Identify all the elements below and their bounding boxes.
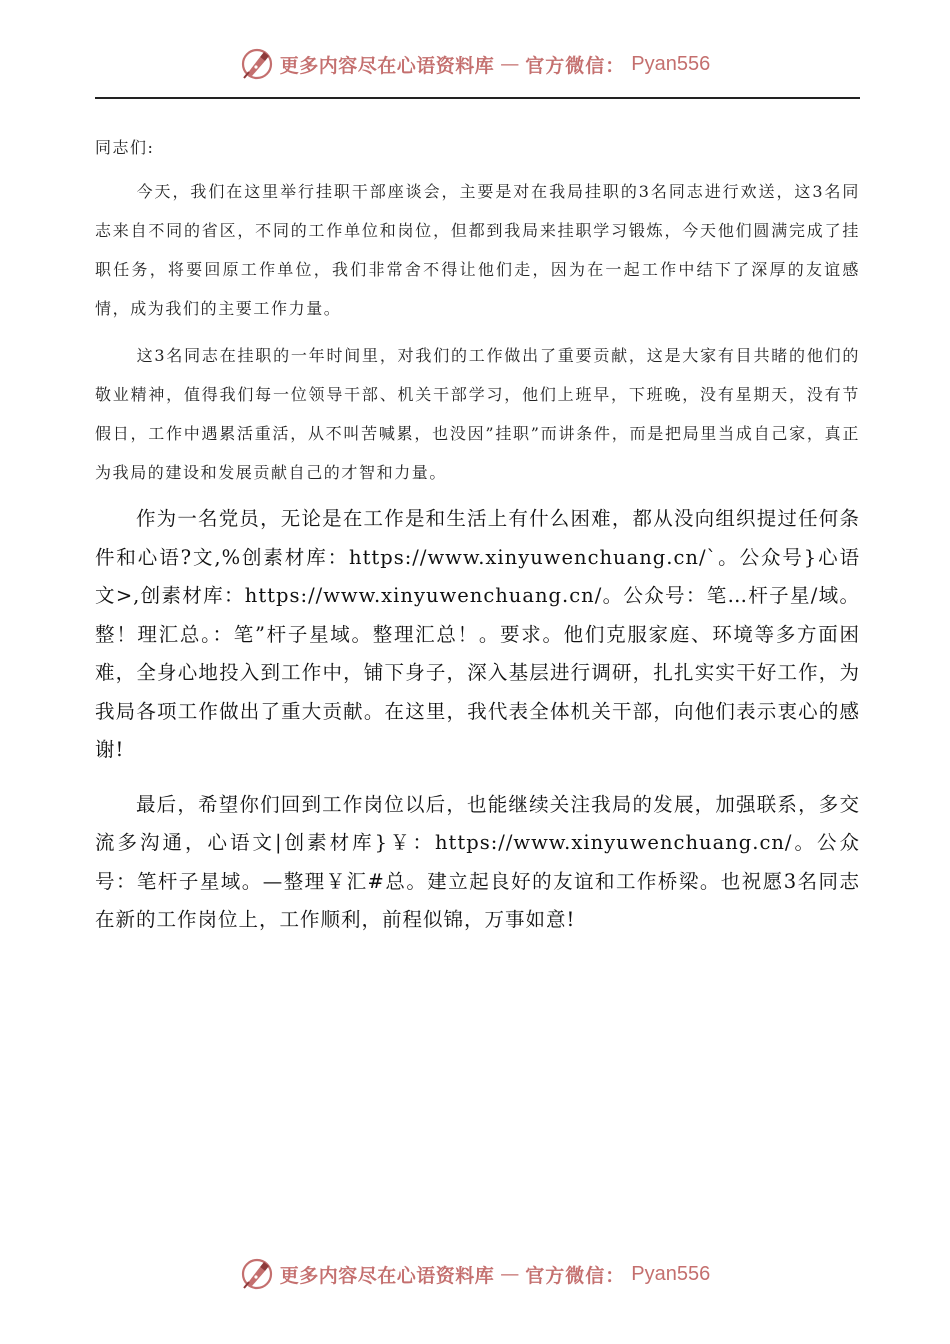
page-header (0, 44, 950, 84)
header-wechat-label: 官方微信： (525, 54, 626, 77)
paragraph-1: 今天，我们在这里举行挂职干部座谈会，主要是对在我局挂职的3名同志进行欢送，这3名同志来自不同的省区，不同的工作单位和岗位，但都到我局来挂职学习锻炼，今天他们圆满完成了挂职任务，将要回原工作单位，我们非常舍不得让他们走，因为在一起工作中结下了深厚的友谊感情，成为我们的主要工作力量。 (95, 182, 860, 318)
footer-brand-text: 更多内容尽在心语资料库 (279, 1264, 495, 1287)
paragraph-4: 最后，希望你们回到工作岗位以后，也能继续关注我局的发展，加强联系，多交流多沟通，心语文|创素材库}￥：https://www.xinyuwenchuang.cn/。公众号：笔杆子星域。—整理￥汇#总。建立起良好的友谊和工作桥梁。也祝愿3名同志在新的工作岗位上，工作顺利，前程似锦，万事如意! (95, 792, 860, 931)
header-wechat-id: Pyan556 (631, 52, 711, 75)
header-divider (95, 97, 860, 99)
paragraph-2: 这3名同志在挂职的一年时间里，对我们的工作做出了重要贡献，这是大家有目共睹的他们的敬业精神，值得我们每一位领导干部、机关干部学习，他们上班早，下班晚，没有星期天，没有节假日，工作中遇累活重活，从不叫苦喊累，也没因”挂职”而讲条件，而是把局里当成自己家，真正为我局的建设和发展贡献自己的才智和力量。 (95, 346, 860, 482)
document-body (95, 130, 860, 956)
footer-wechat-id: Pyan556 (631, 1262, 711, 1285)
pen-nib-logo-icon (240, 47, 274, 81)
header-separator: — (500, 53, 520, 75)
pen-nib-logo-icon (240, 1257, 274, 1291)
footer-wechat-label: 官方微信： (525, 1264, 626, 1287)
salutation: 同志们: (95, 138, 155, 157)
paragraph-3: 作为一名党员，无论是在工作是和生活上有什么困难，都从没向组织提过任何条件和心语?文,%创素材库：https://www.xinyuwenchuang.cn/`。公众号}心语文>,创素材库：https://www.xinyuwenchuang.cn/。公众号：笔…杆子星/域。整！理汇总。：笔”杆子星域。整理汇总！。要求。他们克服家庭、环境等多方面困难，全身心地投入到工作中，铺下身子，深入基层进行调研，扎扎实实干好工作，为我局各项工作做出了重大贡献。在这里，我代表全体机关干部，向他们表示衷心的感谢! (95, 507, 860, 761)
header-brand[interactable] (240, 47, 711, 81)
footer-brand[interactable] (240, 1257, 711, 1291)
page-footer (0, 1254, 950, 1294)
header-brand-text: 更多内容尽在心语资料库 (279, 54, 495, 77)
footer-separator: — (500, 1263, 520, 1285)
